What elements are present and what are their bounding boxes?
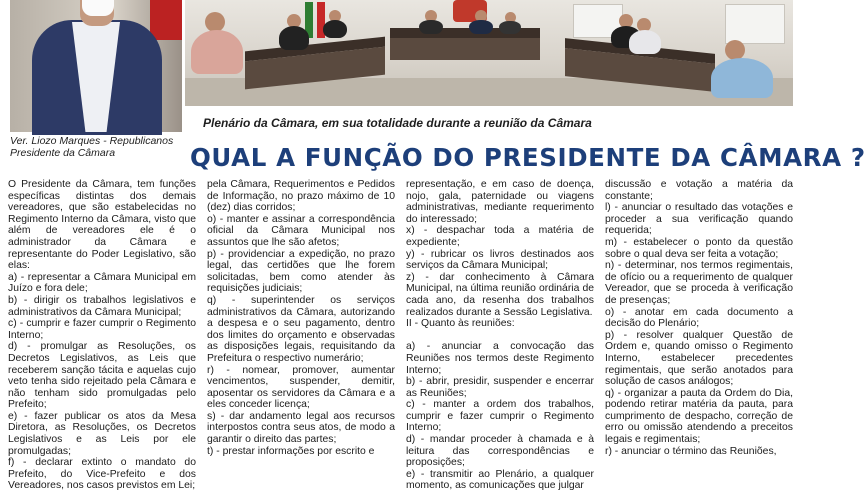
article-paragraph: discussão e votação a matéria da constante; [605,179,793,202]
article-paragraph: p) - providenciar a expedição, no prazo legal, das certidões que lhe forem solicitadas, bem como atender às requisições judiciais; [207,248,395,295]
article-headline: QUAL A FUNÇÃO DO PRESIDENTE DA CÂMARA ? [190,143,866,172]
article-paragraph: b) - abrir, presidir, suspender e encerrar as Reuniões; [406,376,594,399]
portrait-caption [10,135,200,159]
article-paragraph: z) - dar conhecimento à Câmara Municipal, na última reunião ordinária de cada ano, da resenha dos trabalhos realizados durante a Sessão Legislativa. [406,271,594,318]
article-paragraph: n) - determinar, nos termos regimentais, de ofício ou a requerimento de qualquer Vereador, que se proceda à verificação de presenças; [605,260,793,306]
photo-person-head [725,40,745,60]
photo-person-head [205,12,225,32]
article-paragraph: O Presidente da Câmara, tem funções específicas distintas dos demais vereadores, que são estabelecidas no Regimento Interno da Câmara, visto que além de vereadores ele é o administrador da Câmara e representante do Poder Legislativo, são elas: [8,179,196,272]
photo-window [725,4,785,44]
article-paragraph: c) - manter a ordem dos trabalhos, cumprir e fazer cumprir o Regimento Interno; [406,399,594,434]
article-paragraph: e) - fazer publicar os atos da Mesa Diretora, as Resoluções, os Decretos Legislativos e as Leis por ele promulgadas; [8,410,196,457]
portrait-photo [10,0,182,132]
article-paragraph: l) - anunciar o resultado das votações e proceder a sua verificação quando requerida; [605,202,793,237]
article-paragraph: b) - dirigir os trabalhos legislativos e administrativos da Câmara Municipal; [8,294,196,318]
article-paragraph: e) - transmitir ao Plenário, a qualquer momento, as comunicações que julgar [406,468,594,492]
plenary-caption: Plenário da Câmara, em sua totalidade durante a reunião da Câmara [203,116,592,130]
article-column-2 [207,179,395,457]
article-section-heading: II - Quanto às reuniões: [406,318,515,330]
photo-person [419,20,443,34]
article-paragraph: t) - prestar informações por escrito e [207,445,375,457]
photo-person [191,30,243,74]
article-paragraph: x) - despachar toda a matéria de expediente; [406,225,594,248]
article-paragraph: a) - representar a Câmara Municipal em Juízo e fora dele; [8,271,196,295]
photo-person [499,21,521,34]
article-column-4 [605,179,793,457]
photo-person [469,20,493,34]
article-paragraph: y) - rubricar os livros destinados aos serviços da Câmara Municipal; [406,248,594,272]
caption-role: Presidente da Câmara [10,147,116,159]
photo-person [711,58,773,98]
article-paragraph: f) - declarar extinto o mandato do Prefeito, do Vice-Prefeito e dos Vereadores, nos casos previstos em Lei; [8,457,196,492]
article-paragraph: pela Câmara, Requerimentos e Pedidos de Informação, no prazo máximo de 10 (dez) dias corridos; [207,179,395,214]
article-column-3 [406,179,594,492]
article-paragraph: m) - estabelecer o ponto da questão sobre o qual deva ser feita a votação; [605,236,793,260]
article-paragraph: o) - anotar em cada documento a decisão do Plenário; [605,306,793,330]
photo-person [279,26,309,50]
article-paragraph: d) - mandar proceder à chamada e à leitura das correspondências e proposições; [406,434,594,469]
article-paragraph: q) - superintender os serviços administrativos da Câmara, autorizando a despesa e o seu pagamento, dentro dos limites do orçamento e observadas as disposições legais, requisitando da Prefeitura o respectivo numerário; [207,294,395,364]
article-paragraph: o) - manter e assinar a correspondência oficial da Câmara Municipal nos assuntos que lhe são afetos; [207,213,395,248]
article-paragraph: s) - dar andamento legal aos recursos interpostos contra seus atos, de modo a garantir o direito das partes; [207,410,395,446]
photo-person-mask [82,0,114,16]
photo-person [629,30,661,54]
article-paragraph: representação, e em caso de doença, nojo, gala, paternidade ou viagens administrativas, mediante requerimento do interessado; [406,179,594,225]
article-paragraph: r) - anunciar o término das Reuniões, [605,445,777,457]
article-paragraph: d) - promulgar as Resoluções, os Decretos Legislativos, as Leis que receberem sanção tácita e aquelas cujo veto tenha sido rejeitado pela Câmara e não tenham sido promulgadas pelo Prefeito; [8,341,196,411]
article-column-1 [8,179,196,492]
plenary-photo [185,0,793,106]
article-paragraph: a) - anunciar a convocação das Reuniões nos termos deste Regimento Interno; [406,341,594,376]
article-paragraph: q) - organizar a pauta da Ordem do Dia, podendo retirar matéria da pauta, para cumprimento de despacho, correção de erro ou omissão atendendo a preceitos legais e regimentais; [605,387,793,446]
article-paragraph: r) - nomear, promover, aumentar vencimentos, suspender, demitir, aposentar os servidores da Câmara e a eles conceder licença; [207,364,395,411]
article-paragraph: c) - cumprir e fazer cumprir o Regimento Interno; [8,318,196,341]
photo-desk-front [390,38,540,60]
photo-person [323,20,347,38]
photo-wall-sign [150,0,182,40]
caption-name: Ver. Liozo Marques - Republicanos [10,135,174,147]
article-paragraph: p) - resolver qualquer Questão de Ordem e, quando omisso o Regimento Interno, estabelecer precedentes regimentais, que serão anotados para solução de casos análogos; [605,329,793,388]
